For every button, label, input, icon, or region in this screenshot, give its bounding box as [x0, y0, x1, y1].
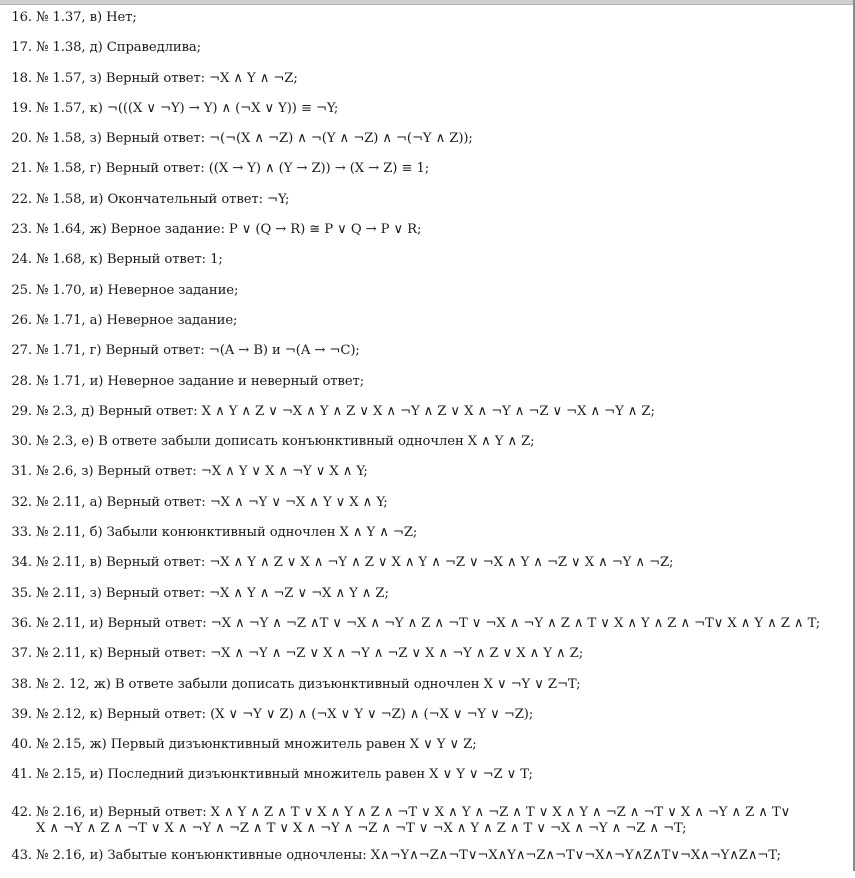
item-text: № 1.70, и) Неверное задание;	[36, 282, 239, 298]
list-item	[6, 192, 851, 222]
item-text: № 2.6, з) Верный ответ: ¬X ∧ Y ∨ X ∧ ¬Y ∨ X ∧ Y;	[36, 464, 368, 480]
item-text: № 2.15, ж) Первый дизъюнктивный множитель равен X ∨ Y ∨ Z;	[36, 737, 477, 753]
item-number: 19.	[11, 100, 32, 116]
item-number: 31.	[11, 464, 32, 480]
item-text: № 2.15, и) Последний дизъюнктивный множитель равен X ∨ Y ∨ ¬Z ∨ T;	[36, 767, 533, 783]
item-text: № 1.71, а) Неверное задание;	[36, 312, 238, 328]
item-number: 32.	[11, 494, 32, 510]
item-text: № 1.57, з) Верный ответ: ¬X ∧ Y ∧ ¬Z;	[36, 70, 298, 86]
item-number: 33.	[11, 525, 32, 541]
list-item	[6, 404, 851, 434]
item-number: 17.	[11, 40, 32, 56]
list-item	[6, 848, 851, 878]
list-item	[6, 767, 851, 797]
list-item	[6, 131, 851, 161]
item-text: № 2. 12, ж) В ответе забыли дописать дизъюнктивный одночлен X ∨ ¬Y ∨ Z¬T;	[36, 676, 581, 692]
item-text: № 2.11, з) Верный ответ: ¬X ∧ Y ∧ ¬Z ∨ ¬X ∧ Y ∧ Z;	[36, 585, 389, 601]
item-number: 37.	[11, 646, 32, 662]
item-number: 39.	[11, 706, 32, 722]
list-item	[6, 71, 851, 101]
item-number: 24.	[11, 252, 32, 268]
list-item	[6, 434, 851, 464]
item-number: 38.	[11, 676, 32, 692]
item-number: 26.	[11, 312, 32, 328]
item-text: № 2.16, и) Забытые конъюнктивные одночлены: X∧¬Y∧¬Z∧¬T∨¬X∧Y∧¬Z∧¬T∨¬X∧¬Y∧Z∧T∨¬X∧¬Y∧Z∧¬T;	[36, 847, 781, 863]
item-text: № 1.64, ж) Верное задание: P ∨ (Q → R) ≅ P ∨ Q → P ∨ R;	[36, 222, 422, 238]
list-item	[6, 343, 851, 373]
list-item	[6, 252, 851, 282]
item-number: 22.	[11, 191, 32, 207]
item-text: № 1.37, в) Нет;	[36, 10, 137, 25]
list-item	[6, 313, 851, 343]
item-number: 36.	[11, 615, 32, 631]
item-text: № 1.38, д) Справедлива;	[36, 40, 202, 56]
item-text: № 1.57, к) ¬(((X ∨ ¬Y) → Y) ∧ (¬X ∨ Y)) ≡ ¬Y;	[36, 100, 339, 116]
item-number: 35.	[11, 585, 32, 601]
item-text: № 2.11, а) Верный ответ: ¬X ∧ ¬Y ∨ ¬X ∧ Y ∨ X ∧ Y;	[36, 494, 388, 510]
list-item	[6, 374, 851, 404]
list-item	[6, 798, 851, 848]
list-item	[6, 101, 851, 131]
list-item	[6, 586, 851, 616]
list-item	[6, 646, 851, 676]
item-number: 29.	[11, 403, 32, 419]
list-item	[6, 677, 851, 707]
item-number: 41.	[11, 767, 32, 783]
item-number: 42.	[11, 804, 32, 820]
list-item	[6, 495, 851, 525]
item-number: 16.	[11, 10, 32, 25]
item-number: 40.	[11, 737, 32, 753]
item-text: № 2.11, и) Верный ответ: ¬X ∧ ¬Y ∧ ¬Z ∧T ∨ ¬X ∧ ¬Y ∧ Z ∧ ¬T ∨ ¬X ∧ ¬Y ∧ Z ∧ T ∨ X ∧ Y ∧ Z ∧ ¬T∨ X ∧ Y ∧ Z ∧ T;	[36, 615, 821, 631]
list-item	[6, 525, 851, 555]
list-item	[6, 10, 851, 40]
item-text: № 2.12, к) Верный ответ: (X ∨ ¬Y ∨ Z) ∧ (¬X ∨ Y ∨ ¬Z) ∧ (¬X ∨ ¬Y ∨ ¬Z);	[36, 706, 534, 722]
item-text-continued: X ∧ ¬Y ∧ Z ∧ ¬T ∨ X ∧ ¬Y ∧ ¬Z ∧ T ∨ X ∧ ¬Y ∧ ¬Z ∧ ¬T ∨ ¬X ∧ Y ∧ Z ∧ T ∨ ¬X ∧ ¬Y ∧ ¬Z ∧ ¬T;	[36, 820, 687, 836]
item-text: № 1.71, г) Верный ответ: ¬(A → B) и ¬(A → ¬C);	[36, 343, 360, 359]
item-text: № 1.68, к) Верный ответ: 1;	[36, 252, 223, 268]
list-item	[6, 40, 851, 70]
item-text: № 1.58, з) Верный ответ: ¬(¬(X ∧ ¬Z) ∧ ¬(Y ∧ ¬Z) ∧ ¬(¬Y ∧ Z));	[36, 131, 473, 147]
item-number: 27.	[11, 343, 32, 359]
list-item	[6, 161, 851, 191]
item-text: № 2.3, е) В ответе забыли дописать конъюнктивный одночлен X ∧ Y ∧ Z;	[36, 434, 535, 450]
item-number: 21.	[11, 161, 32, 177]
list-item	[6, 555, 851, 585]
list-item	[6, 737, 851, 767]
item-text: № 2.3, д) Верный ответ: X ∧ Y ∧ Z ∨ ¬X ∧ Y ∧ Z ∨ X ∧ ¬Y ∧ Z ∨ X ∧ ¬Y ∧ ¬Z ∨ ¬X ∧ ¬Y ∧ Z;	[36, 403, 655, 419]
list-item	[6, 222, 851, 252]
item-text: № 1.58, и) Окончательный ответ: ¬Y;	[36, 191, 290, 207]
item-number: 25.	[11, 282, 32, 298]
item-number: 43.	[11, 847, 32, 863]
list-item	[6, 283, 851, 313]
item-number: 20.	[11, 131, 32, 147]
list-item	[6, 616, 851, 646]
item-number: 34.	[11, 555, 32, 571]
item-number: 23.	[11, 222, 32, 238]
item-text-block	[36, 805, 790, 837]
item-number: 28.	[11, 373, 32, 389]
item-text: № 2.11, б) Забыли конюнктивный одночлен X ∧ Y ∧ ¬Z;	[36, 525, 418, 541]
item-text: № 2.11, к) Верный ответ: ¬X ∧ ¬Y ∧ ¬Z ∨ X ∧ ¬Y ∧ ¬Z ∨ X ∧ ¬Y ∧ Z ∨ X ∧ Y ∧ Z;	[36, 646, 584, 662]
item-number: 30.	[11, 434, 32, 450]
item-text: № 2.11, в) Верный ответ: ¬X ∧ Y ∧ Z ∨ X ∧ ¬Y ∧ Z ∨ X ∧ Y ∧ ¬Z ∨ ¬X ∧ Y ∧ ¬Z ∨ X ∧ ¬Y ∧ ¬Z;	[36, 555, 674, 571]
item-text: № 2.16, и) Верный ответ: X ∧ Y ∧ Z ∧ T ∨ X ∧ Y ∧ Z ∧ ¬T ∨ X ∧ Y ∧ ¬Z ∧ T ∨ X ∧ Y ∧ ¬Z ∧ ¬T ∨ X ∧ ¬Y ∧ Z ∧ T∨	[36, 804, 791, 820]
list-item	[6, 707, 851, 737]
list-item	[6, 464, 851, 494]
item-text: № 1.58, г) Верный ответ: ((X → Y) ∧ (Y → Z)) → (X → Z) ≡ 1;	[36, 161, 430, 177]
item-text: № 1.71, и) Неверное задание и неверный ответ;	[36, 373, 365, 389]
window-top-border	[0, 0, 855, 5]
answers-list	[6, 10, 851, 878]
item-number: 18.	[11, 70, 32, 86]
